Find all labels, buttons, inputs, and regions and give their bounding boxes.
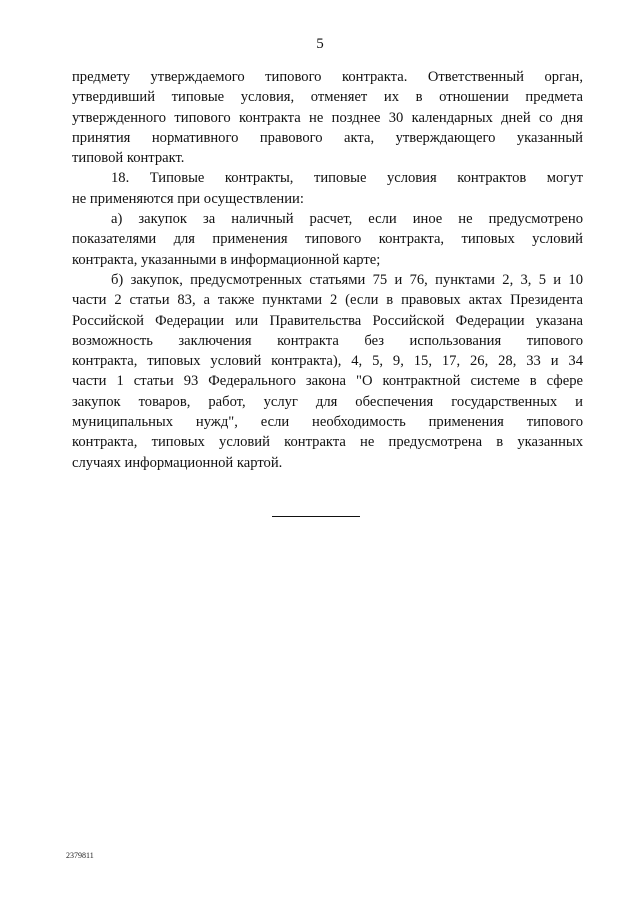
text-line: показателями для применения типового контракта, типовых условий [72, 231, 583, 248]
text-line: 18. Типовые контракты, типовые условия контрактов могут [111, 170, 583, 187]
document-body [72, 67, 583, 473]
text-line: не применяются при осуществлении: [72, 190, 304, 207]
text-line: типовой контракт. [72, 150, 185, 167]
text-line: контракта, типовых условий контракта), 4, 5, 9, 15, 17, 26, 28, 33 и 34 [72, 353, 583, 370]
text-line: возможность заключения контракта без использования типового [72, 332, 583, 349]
page-number: 5 [316, 36, 324, 52]
text-line: утвержденного типового контракта не позднее 30 календарных дней со дня [72, 109, 583, 126]
text-line: случаях информационной картой. [72, 454, 283, 471]
text-line: части 2 статьи 83, а также пунктами 2 (если в правовых актах Президента [72, 292, 583, 309]
text-line: части 1 статьи 93 Федерального закона "О контрактной системе в сфере [72, 373, 583, 390]
document-code: 2379811 [66, 851, 94, 860]
separator-line [272, 516, 360, 517]
text-line: контракта, указанными в информационной карте; [72, 251, 381, 268]
text-line: б) закупок, предусмотренных статьями 75 и 76, пунктами 2, 3, 5 и 10 [111, 271, 583, 288]
text-line: Российской Федерации или Правительства Российской Федерации указана [72, 312, 583, 329]
text-line: утвердивший типовые условия, отменяет их в отношении предмета [72, 89, 583, 106]
text-line: муниципальных нужд", если необходимость применения типового [72, 414, 583, 431]
text-line: а) закупок за наличный расчет, если иное не предусмотрено [111, 211, 583, 228]
text-line: принятия нормативного правового акта, утверждающего указанный [72, 129, 583, 146]
text-line: предмету утверждаемого типового контракта. Ответственный орган, [72, 69, 583, 85]
text-line: закупок товаров, работ, услуг для обеспечения государственных и [72, 393, 583, 410]
text-line: контракта, типовых условий контракта не предусмотрена в указанных [72, 434, 583, 451]
